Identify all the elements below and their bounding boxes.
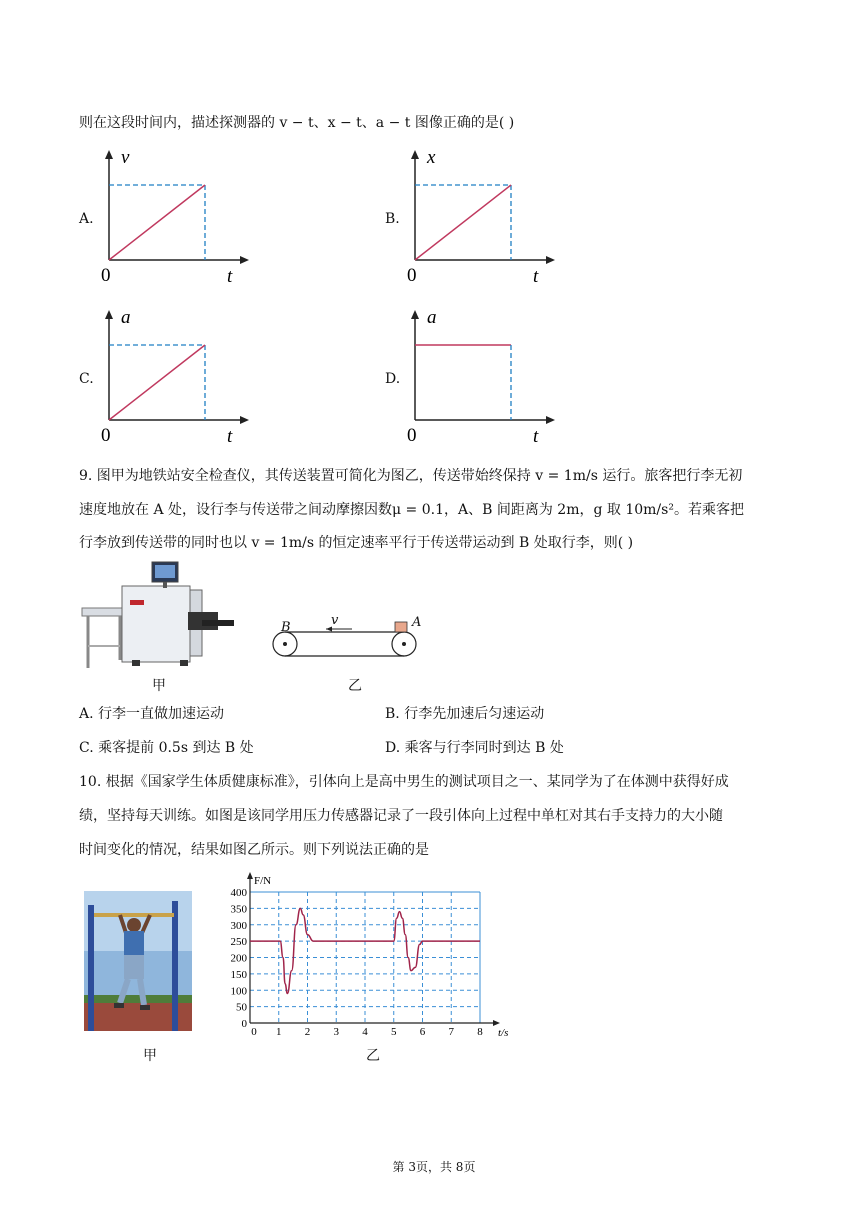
q8-stem: 则在这段时间内，描述探测器的 v − t、x − t、a − t 图像正确的是( ) [79, 115, 515, 131]
q8-option-b-label: B. [385, 211, 400, 227]
y-axis-title: F/N [254, 875, 272, 887]
q9-option-a: A. 行李一直做加速运动 [79, 706, 225, 722]
q9-fig-yi-caption: 乙 [348, 678, 362, 694]
y-axis-label: a [121, 307, 131, 328]
belt-label-v: v [331, 613, 339, 628]
x-tick-label: 8 [477, 1026, 483, 1038]
x-axis-arrow [240, 256, 249, 264]
y-axis-arrow [411, 310, 419, 319]
q9-line3: 行李放到传送带的同时也以 v = 1m/s 的恒定速率平行于传送带运动到 B 处取行李，则( ) [79, 535, 634, 551]
y-axis-label: v [121, 147, 130, 168]
origin-label: 0 [101, 425, 111, 446]
x-axis-arrow [493, 1020, 500, 1026]
q10-line2: 绩，坚持每天训练。如图是该同学用压力传感器记录了一段引体向上过程中单杠对其右手支持力的大小随 [79, 808, 723, 824]
graph-line [415, 185, 511, 260]
x-tick-label: 6 [419, 1026, 426, 1038]
x-tick-label: 5 [391, 1026, 397, 1038]
y-axis-arrow [105, 150, 113, 159]
y-axis-arrow [247, 872, 253, 879]
q9-line1: 9. 图甲为地铁站安全检查仪，其传送装置可简化为图乙，传送带始终保持 v = 1m/s 运行。旅客把行李无初 [79, 468, 743, 484]
belt-label-a: A [412, 615, 422, 630]
y-tick-label: 400 [230, 887, 247, 899]
pull-up-photo [84, 891, 192, 1031]
x-axis-label: t [227, 426, 233, 447]
graph-line [109, 345, 205, 420]
origin-label: 0 [407, 425, 417, 446]
y-tick-label: 200 [230, 952, 247, 965]
x-tick-label: 4 [362, 1026, 368, 1038]
q10-fig-yi-caption: 乙 [366, 1048, 380, 1064]
x-axis-arrow [240, 416, 249, 424]
x-axis-arrow [546, 416, 555, 424]
y-tick-label: 350 [230, 903, 247, 916]
q10-fig-jia-caption: 甲 [143, 1048, 157, 1064]
q8-option-c-graph [94, 305, 269, 453]
y-tick-label: 100 [230, 985, 247, 998]
q8-option-d-graph [400, 305, 575, 453]
origin-label: 0 [101, 265, 111, 286]
origin-label: 0 [407, 265, 417, 286]
y-axis-arrow [411, 150, 419, 159]
q8-option-b-graph [400, 145, 575, 293]
luggage-box [395, 622, 407, 632]
y-tick-label: 250 [230, 936, 247, 949]
q8-option-c-label: C. [79, 371, 94, 387]
x-tick-label: 2 [304, 1026, 311, 1038]
x-axis-arrow [546, 256, 555, 264]
x-axis-label: t [533, 266, 539, 287]
y-tick-label: 0 [241, 1018, 247, 1030]
page-footer: 第 3页，共 8页 [392, 1160, 476, 1174]
x-tick-label: 1 [276, 1026, 282, 1038]
x-axis-label: t [533, 426, 539, 447]
q8-option-a-graph [94, 145, 269, 293]
q9-option-d: D. 乘客与行李同时到达 B 处 [385, 740, 564, 756]
x-tick-label: 0 [251, 1026, 257, 1038]
q8-option-a-label: A. [79, 211, 94, 227]
q10-line3: 时间变化的情况，结果如图乙所示。则下列说法正确的是 [79, 842, 429, 858]
conveyor-belt-diagram [268, 612, 426, 664]
q9-option-c: C. 乘客提前 0.5s 到达 B 处 [79, 740, 254, 756]
x-tick-label: 3 [333, 1026, 339, 1038]
q9-fig-jia-caption: 甲 [152, 678, 166, 694]
q9-option-b: B. 行李先加速后匀速运动 [385, 706, 545, 722]
x-axis-label: t [227, 266, 233, 287]
security-scanner-image [80, 560, 235, 672]
y-axis-arrow [105, 310, 113, 319]
graph-line [109, 185, 205, 260]
x-tick-label: 7 [448, 1026, 454, 1038]
force-time-chart [222, 870, 522, 1042]
q10-line1: 10. 根据《国家学生体质健康标准》，引体向上是高中男生的测试项目之一、某同学为了在体测中获得好成 [79, 774, 729, 790]
q8-option-d-label: D. [385, 371, 401, 387]
y-tick-label: 300 [230, 919, 247, 932]
y-axis-label: a [427, 307, 437, 328]
x-axis-title: t/s [498, 1027, 509, 1039]
y-axis-label: x [427, 147, 436, 168]
q9-line2: 速度地放在 A 处，设行李与传送带之间动摩擦因数μ = 0.1，A、B 间距离为 2m，g 取 10m/s²。若乘客把 [79, 502, 744, 518]
y-tick-label: 50 [236, 1001, 247, 1014]
belt-label-b: B [281, 620, 291, 635]
y-tick-label: 150 [230, 968, 247, 981]
